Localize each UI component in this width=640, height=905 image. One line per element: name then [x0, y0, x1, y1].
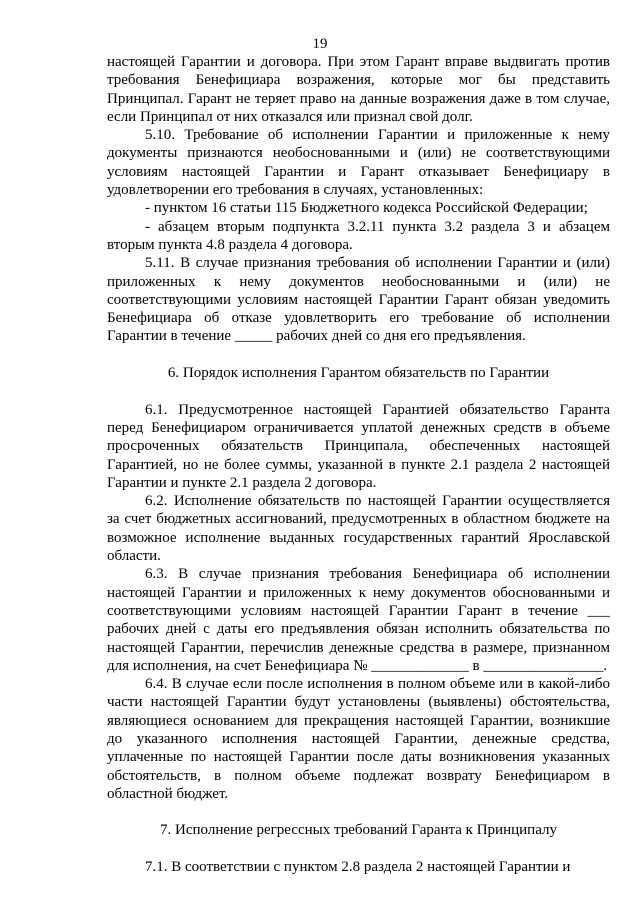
paragraph-7-1: 7.1. В соответствии с пунктом 2.8 раздела 2 настоящей Гарантии и	[145, 859, 571, 876]
list-item-contract-clause: - абзацем вторым подпункта 3.2.11 пункта 3.2 раздела 3 и абзацем вторым пункта 4.8 раздела 4 договора.	[107, 218, 610, 253]
paragraph-6-4: 6.4. В случае если после исполнения в полном объеме или в какой-либо части настоящей Гарантии будут установлены (выявлены) обстоятельства, являющиеся основанием для прекращения настоящей Гарантии, возникшие до указанного исполнения настоящей Гарантии, денежные средства, уплаченные по настоящей Гарантии после даты возникновения указанных обстоятельств, в полном объеме подлежат возврату Бенефициаром в областной бюджет.	[107, 676, 610, 802]
document-body	[107, 53, 610, 876]
paragraph-continuation: настоящей Гарантии и договора. При этом Гарант вправе выдвигать против требования Бенефициара возражения, которые мог бы представить Принципал. Гарант не теряет право на данные возражения даже в том случае, если Принципал от них отказался или признал свой долг.	[107, 54, 610, 125]
section-heading-7: 7. Исполнение регрессных требований Гаранта к Принципалу	[160, 822, 557, 839]
paragraph-5-10: 5.10. Требование об исполнении Гарантии и приложенные к нему документы признаются необоснованными и (или) не соответствующими условиям настоящей Гарантии и Гарант отказывает Бенефициару в удовлетворении его требования в случаях, установленных:	[107, 127, 610, 199]
list-item-budget-code: - пунктом 16 статьи 115 Бюджетного кодекса Российской Федерации;	[145, 200, 588, 217]
paragraph-6-1: 6.1. Предусмотренное настоящей Гарантией обязательство Гаранта перед Бенефициаром ограничивается уплатой денежных средств в объеме просроченных обязательств Принципала, обеспеченных настоящей Гарантией, но не более суммы, указанной в пункте 2.1 раздела 2 настоящей Гарантии и пункте 2.1 раздела 2 договора.	[107, 401, 610, 491]
paragraph-6-3: 6.3. В случае признания требования Бенефициара об исполнении настоящей Гарантии и приложенных к нему документов обоснованными и соответствующими условиям настоящей Гарантии Гарант в течение ___ рабочих дней с даты его предъявления обязан исполнить обязательства по настоящей Гарантии, перечислив денежные средства в размере, признанном для исполнения, на счет Бенефициара № _____________ в ________________.	[107, 566, 610, 674]
paragraph-6-2: 6.2. Исполнение обязательств по настоящей Гарантии осуществляется за счет бюджетных ассигнований, предусмотренных в областном бюджете на возможное исполнение выданных государственных гарантий Ярославской области.	[107, 493, 610, 565]
page-number: 19	[312, 36, 328, 52]
section-heading-6: 6. Порядок исполнения Гарантом обязательств по Гарантии	[167, 365, 550, 382]
paragraph-5-11: 5.11. В случае признания требования об исполнении Гарантии и (или) приложенных к нему документов необоснованными и (или) не соответствующими условиям настоящей Гарантии Гарант обязан уведомить Бенефициара об отказе удовлетворить его требование об исполнении Гарантии в течение _____ рабочих дней со дня его предъявления.	[107, 255, 610, 345]
